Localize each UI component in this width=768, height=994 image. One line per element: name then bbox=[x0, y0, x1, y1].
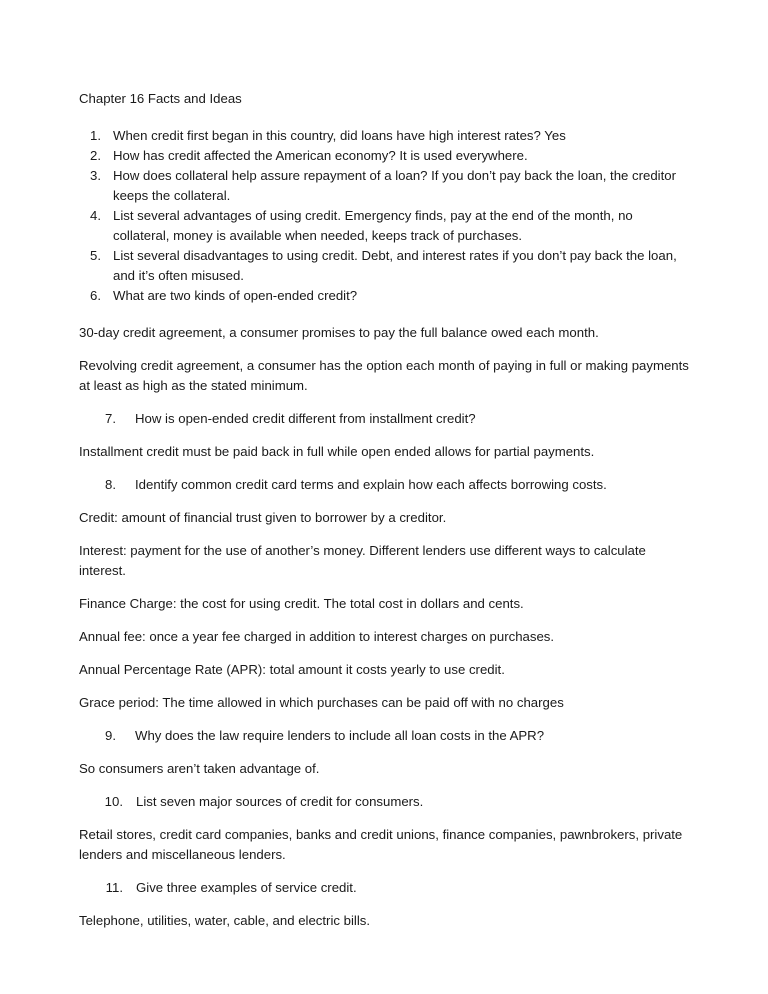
answer-paragraph: Finance Charge: the cost for using credit. The total cost in dollars and cents. bbox=[79, 596, 524, 611]
list-item bbox=[79, 286, 691, 306]
item-number: 4. bbox=[90, 208, 101, 223]
answer-paragraph: Telephone, utilities, water, cable, and electric bills. bbox=[79, 913, 371, 928]
list-item bbox=[79, 166, 691, 206]
item-number: 5. bbox=[90, 248, 101, 263]
answer-paragraph: Installment credit must be paid back in full while open ended allows for partial payments. bbox=[79, 444, 595, 459]
item-text: List several advantages of using credit. Emergency finds, pay at the end of the month, no collateral, money is available when needed, keeps track of purchases. bbox=[113, 208, 633, 243]
item-text: What are two kinds of open-ended credit? bbox=[113, 288, 358, 303]
answer-paragraph: Credit: amount of financial trust given to borrower by a creditor. bbox=[79, 510, 447, 525]
item-text: When credit first began in this country, did loans have high interest rates? Yes bbox=[113, 128, 566, 143]
document-title: Chapter 16 Facts and Ideas bbox=[79, 91, 242, 106]
item-number: 10. bbox=[104, 794, 123, 809]
item-number: 6. bbox=[90, 288, 101, 303]
item-number: 9. bbox=[105, 728, 116, 743]
answer-paragraph: 30-day credit agreement, a consumer promises to pay the full balance owed each month. bbox=[79, 325, 599, 340]
answer-paragraph: Retail stores, credit card companies, banks and credit unions, finance companies, pawnbrokers, private lenders and miscellaneous lenders. bbox=[79, 827, 683, 862]
answer-paragraph: Grace period: The time allowed in which purchases can be paid off with no charges bbox=[79, 695, 564, 710]
answer-paragraph: Revolving credit agreement, a consumer has the option each month of paying in full or making payments at least as high as the stated minimum. bbox=[79, 358, 689, 393]
answer-paragraph: Interest: payment for the use of another’s money. Different lenders use different ways to calculate interest. bbox=[79, 543, 646, 578]
list-item bbox=[79, 246, 691, 286]
item-number: 1. bbox=[90, 128, 101, 143]
list-item bbox=[79, 146, 691, 166]
item-number: 11. bbox=[105, 880, 123, 895]
question-7 bbox=[79, 409, 691, 429]
item-text: List several disadvantages to using credit. Debt, and interest rates if you don’t pay back the loan, and it’s often misused. bbox=[113, 248, 677, 283]
item-text: Give three examples of service credit. bbox=[136, 880, 357, 895]
answer-paragraph: Annual fee: once a year fee charged in addition to interest charges on purchases. bbox=[79, 629, 555, 644]
item-text: How has credit affected the American economy? It is used everywhere. bbox=[113, 148, 528, 163]
item-text: How does collateral help assure repayment of a loan? If you don’t pay back the loan, the creditor keeps the collateral. bbox=[113, 168, 676, 203]
item-number: 3. bbox=[90, 168, 101, 183]
item-text: Identify common credit card terms and explain how each affects borrowing costs. bbox=[135, 477, 607, 492]
document-page bbox=[79, 89, 691, 944]
question-9 bbox=[79, 726, 691, 746]
list-item bbox=[79, 206, 691, 246]
item-number: 8. bbox=[105, 477, 116, 492]
item-number: 7. bbox=[105, 411, 116, 426]
question-list-1-6 bbox=[79, 126, 691, 306]
question-11 bbox=[79, 878, 691, 898]
item-text: How is open-ended credit different from installment credit? bbox=[135, 411, 476, 426]
question-10 bbox=[79, 792, 691, 812]
question-8 bbox=[79, 475, 691, 495]
list-item bbox=[79, 126, 691, 146]
item-number: 2. bbox=[90, 148, 101, 163]
item-text: Why does the law require lenders to include all loan costs in the APR? bbox=[135, 728, 545, 743]
answer-paragraph: Annual Percentage Rate (APR): total amount it costs yearly to use credit. bbox=[79, 662, 505, 677]
answer-paragraph: So consumers aren’t taken advantage of. bbox=[79, 761, 320, 776]
item-text: List seven major sources of credit for consumers. bbox=[136, 794, 424, 809]
